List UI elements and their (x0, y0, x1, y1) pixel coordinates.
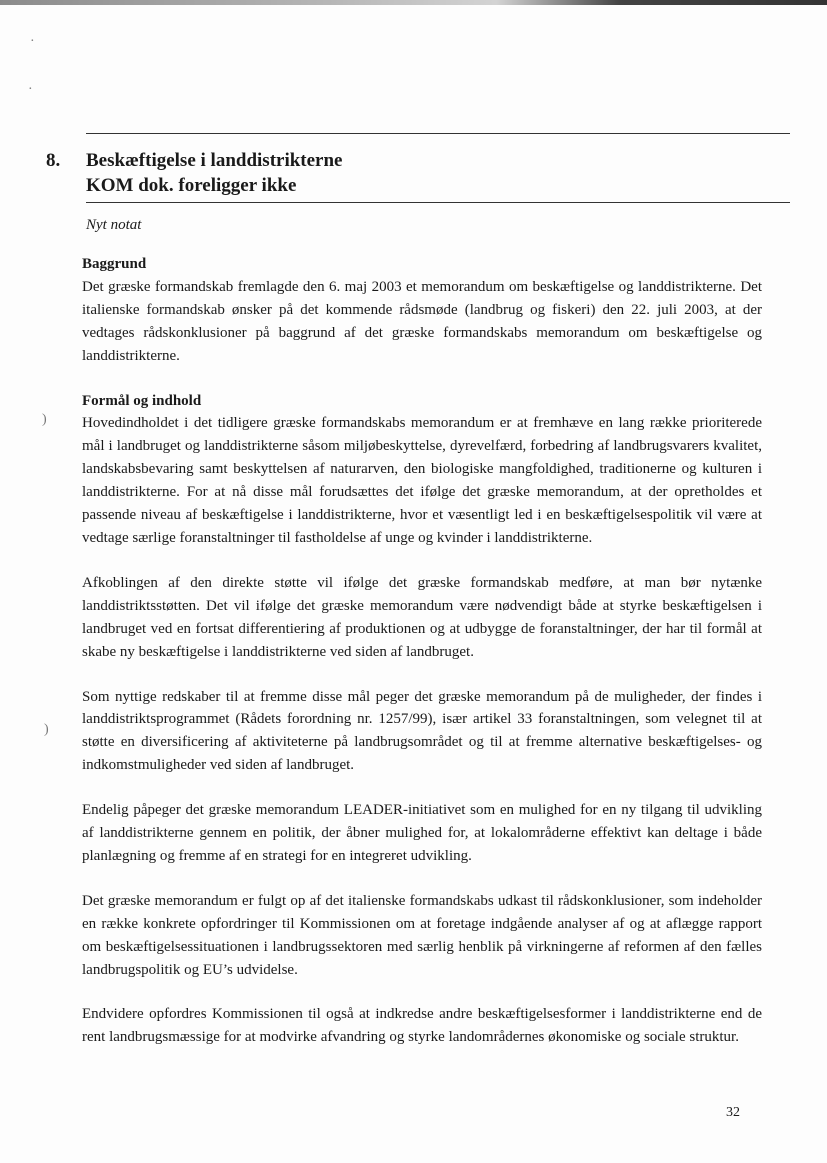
formaal-heading: Formål og indhold (82, 392, 202, 409)
paragraph-gap (82, 368, 762, 390)
formaal-paragraph-1: Hovedindholdet i det tidligere græske formandskabs memorandum er at fremhæve en lang række prioriterede mål i landbruget og landdistrikterne såsom miljøbeskyttelse, dyrevelfærd, forbedring af landbrugsvarers kvalitet, landskabsbevaring samt beskyttelsen af naturarven, den biologiske mangfoldighed, traditionerne og kulturen i landdistrikterne. For at nå disse mål forudsættes det ifølge det græske memorandum, at der opretholdes et passende niveau af beskæftigelse i landdistrikterne, hvor et væsentligt led i en beskæftigelsespolitik vil være at vedtage særlige foranstaltninger til fastholdelse af unge og kvinder i landdistrikterne. (82, 415, 762, 546)
baggrund-heading: Baggrund (82, 256, 147, 272)
section-top-rule (86, 133, 790, 134)
paragraph-gap (82, 664, 762, 686)
section-number: 8. (46, 150, 61, 171)
scan-speck: ) (44, 722, 49, 737)
page-number: 32 (726, 1105, 740, 1120)
section-heading (86, 148, 343, 198)
paragraph-gap (82, 868, 762, 890)
formaal-paragraph-2: Afkoblingen af den direkte støtte vil ifølge det græske formandskab medføre, at man bør nytænke landdistriktsstøtten. Det vil ifølge det græske memorandum være nødvendigt både at styrke beskæftigelsen i landbruget ved en fortsat differentiering af produktionen og at udbygge de foranstaltninger, der har til formål at skabe ny beskæftigelse i landdistrikterne ved siden af landbruget. (82, 574, 762, 660)
scan-speck: ) (42, 412, 47, 427)
note-label: Nyt notat (86, 217, 142, 233)
section-bottom-rule (86, 202, 790, 203)
document-body (82, 253, 762, 1049)
paragraph-gap (82, 777, 762, 799)
scan-edge (0, 0, 827, 5)
paragraph-gap (82, 550, 762, 572)
formaal-paragraph-5: Det græske memorandum er fulgt op af det italienske formandskabs udkast til rådskonklusioner, som indeholder en række konkrete opfordringer til Kommissionen om at foretage indgående analyser af og at aflægge rapport om beskæftigelsessituationen i landbrugssektoren med særlig henblik på virkningerne af reformen af den fælles landbrugspolitik og EU’s udvidelse. (82, 892, 762, 978)
formaal-paragraph-6: Endvidere opfordres Kommissionen til også at indkredse andre beskæftigelsesformer i landdistrikterne end de rent landbrugsmæssige for at modvirke afvandring og styrke landområdernes økonomiske og sociale struktur. (82, 1006, 762, 1046)
section-title: Beskæftigelse i landdistrikterne (86, 150, 343, 171)
paragraph-gap (82, 981, 762, 1003)
formaal-paragraph-3: Som nyttige redskaber til at fremme disse mål peger det græske memorandum på de muligheder, der findes i landdistriktsprogrammet (Rådets forordning nr. 1257/99), især artikel 33 foranstaltningen, som velegnet til at støtte en diversificering af aktiviteterne på landbrugsområdet og til at fremme alternative beskæftigelses- og indkomstmuligheder ved siden af landbruget. (82, 688, 762, 774)
scan-speck: · (30, 34, 35, 49)
section-subtitle: KOM dok. foreligger ikke (86, 175, 297, 196)
formaal-paragraph-4: Endelig påpeger det græske memorandum LEADER-initiativet som en mulighed for en ny tilgang til udvikling af landdistrikterne gennem en politik, der åbner mulighed for, at lokalområderne effektivt kan deltage i både planlægning og fremme af en strategi for en integreret udvikling. (82, 802, 762, 864)
scan-speck: · (28, 82, 33, 97)
baggrund-paragraph: Det græske formandskab fremlagde den 6. maj 2003 et memorandum om beskæftigelse og landdistrikterne. Det italienske formandskab ønsker på det kommende rådsmøde (landbrug og fiskeri) den 22. juli 2003, at der vedtages rådskonklusioner på baggrund af det græske formandskabs memorandum om beskæftigelse og landdistrikterne. (82, 278, 762, 364)
